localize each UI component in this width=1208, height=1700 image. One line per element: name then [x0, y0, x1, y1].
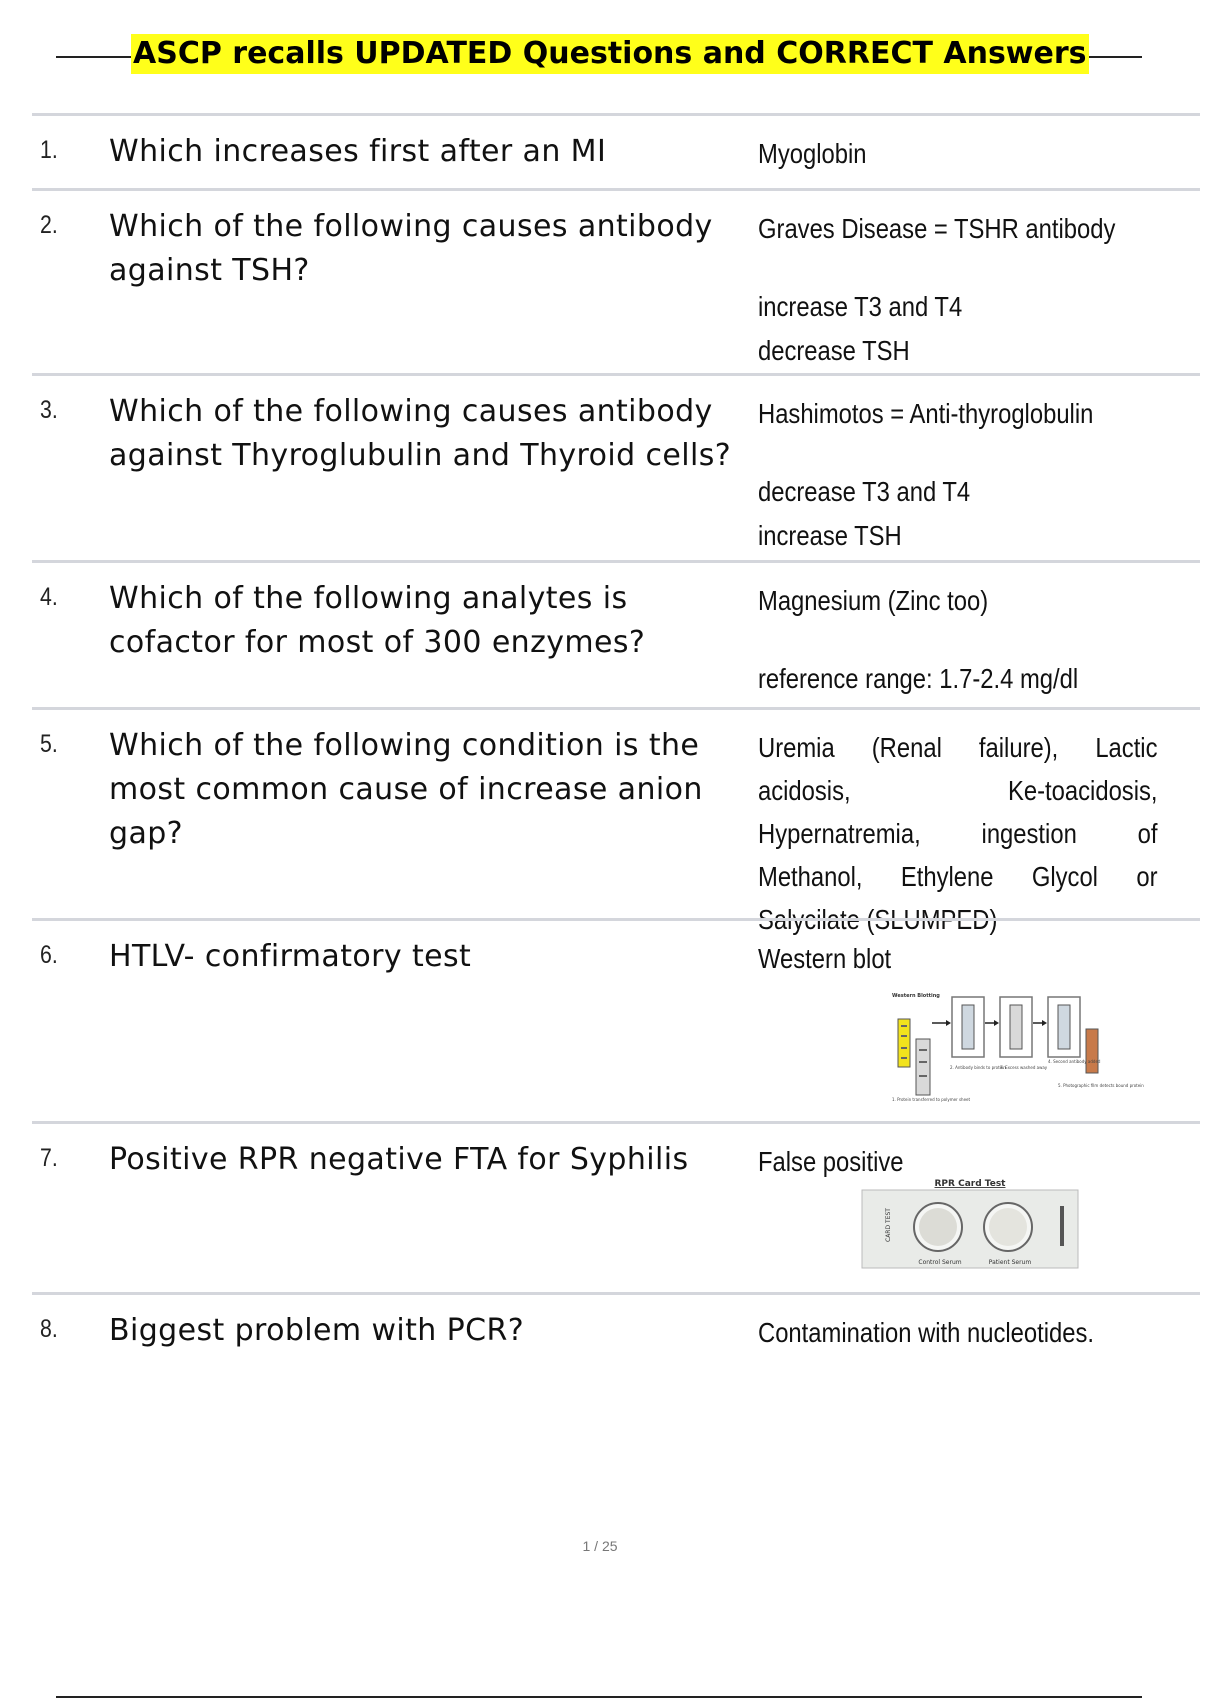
step-caption: 3. Excess washed away: [1000, 1065, 1048, 1070]
qa-table: [32, 113, 1200, 1375]
qa-row-6: [32, 918, 1200, 1121]
membrane-strip: [916, 1039, 930, 1095]
answer-line: Contamination with nucleotides.: [758, 1317, 1095, 1348]
answer-line: Hashimotos = Anti-thyroglobulin: [758, 398, 1094, 429]
question-text: Positive RPR negative FTA for Syphilis: [109, 1142, 689, 1177]
answer-text: [758, 937, 1208, 981]
page-number: 1 / 25: [582, 1538, 618, 1554]
document-title: ASCP recalls UPDATED Questions and CORRECT Answers: [131, 34, 1089, 74]
answer-text: [758, 726, 1208, 941]
question-number: 6.: [40, 941, 58, 969]
rpr-card-diagram: [860, 1176, 1080, 1272]
step-caption: 5. Photographic film detects bound protein: [1058, 1083, 1144, 1088]
answer-line: Graves Disease = TSHR antibody: [758, 213, 1116, 244]
answer-line: reference range: 1.7-2.4 mg/dl: [758, 663, 1079, 694]
card-label: Control Serum: [918, 1259, 962, 1266]
answer-text: [758, 392, 1208, 558]
answer-text: [758, 132, 1208, 176]
step-caption: 1. Protein transferred to polymer sheet: [892, 1097, 971, 1102]
answer-line: increase TSH: [758, 520, 902, 551]
answer-line: Western blot: [758, 943, 892, 974]
qa-row-3: [32, 373, 1200, 560]
question-text: Biggest problem with PCR?: [109, 1313, 525, 1348]
question-number: 1.: [40, 136, 58, 164]
question-number: 2.: [40, 211, 58, 239]
question-text: Which of the following analytes is cofactor for most of 300 enzymes?: [109, 581, 646, 660]
question-number: 5.: [40, 730, 58, 758]
question-number: 3.: [40, 396, 58, 424]
answer-line: decrease TSH: [758, 335, 910, 366]
figure-title: Western Blotting: [892, 993, 940, 999]
western-blot-diagram: [862, 989, 1144, 1109]
question-text: Which of the following causes antibody against Thyroglubulin and Thyroid cells?: [109, 394, 732, 473]
qa-row-1: [32, 113, 1200, 188]
question-number: 7.: [40, 1144, 58, 1172]
qa-row-4: [32, 560, 1200, 707]
answer-text: [758, 207, 1208, 373]
answer-text: [758, 579, 1208, 701]
figure-title: RPR Card Test: [934, 1179, 1006, 1189]
card-label: Patient Serum: [988, 1259, 1032, 1266]
strip: [1058, 1005, 1070, 1049]
answer-paragraph: Uremia (Renal failure), Lactic acidosis, Ke-toacidosis, Hypernatremia, ingestion of Methanol, Ethylene Glycol or Salycilate (SLUMPED): [758, 732, 1158, 935]
strip: [1010, 1005, 1022, 1049]
card-side-label: CARD TEST: [885, 1208, 892, 1242]
card: [862, 1190, 1078, 1268]
qa-row-2: [32, 188, 1200, 373]
answer-line: increase T3 and T4: [758, 291, 963, 322]
question-text: Which increases first after an MI: [109, 134, 607, 169]
answer-line: decrease T3 and T4: [758, 476, 971, 507]
document-header: [56, 32, 1142, 76]
film: [1086, 1029, 1098, 1073]
answer-line: False positive: [758, 1146, 904, 1177]
strip: [962, 1005, 974, 1049]
answer-line: Myoglobin: [758, 138, 867, 169]
answer-text: [758, 1311, 1208, 1355]
qa-row-5: [32, 707, 1200, 935]
question-number: 8.: [40, 1315, 58, 1343]
question-number: 4.: [40, 583, 58, 611]
question-text: HTLV- confirmatory test: [109, 939, 472, 974]
qa-row-8: [32, 1292, 1200, 1375]
footer-rule: [56, 1696, 1142, 1698]
step-caption: 4. Second antibody added: [1048, 1059, 1101, 1064]
question-text: Which of the following causes antibody against TSH?: [109, 209, 713, 288]
answer-line: Magnesium (Zinc too): [758, 585, 989, 616]
qa-row-7: [32, 1121, 1200, 1292]
question-text: Which of the following condition is the most common cause of increase anion gap?: [109, 728, 703, 851]
step-caption: 2. Antibody binds to protein: [950, 1065, 1006, 1070]
